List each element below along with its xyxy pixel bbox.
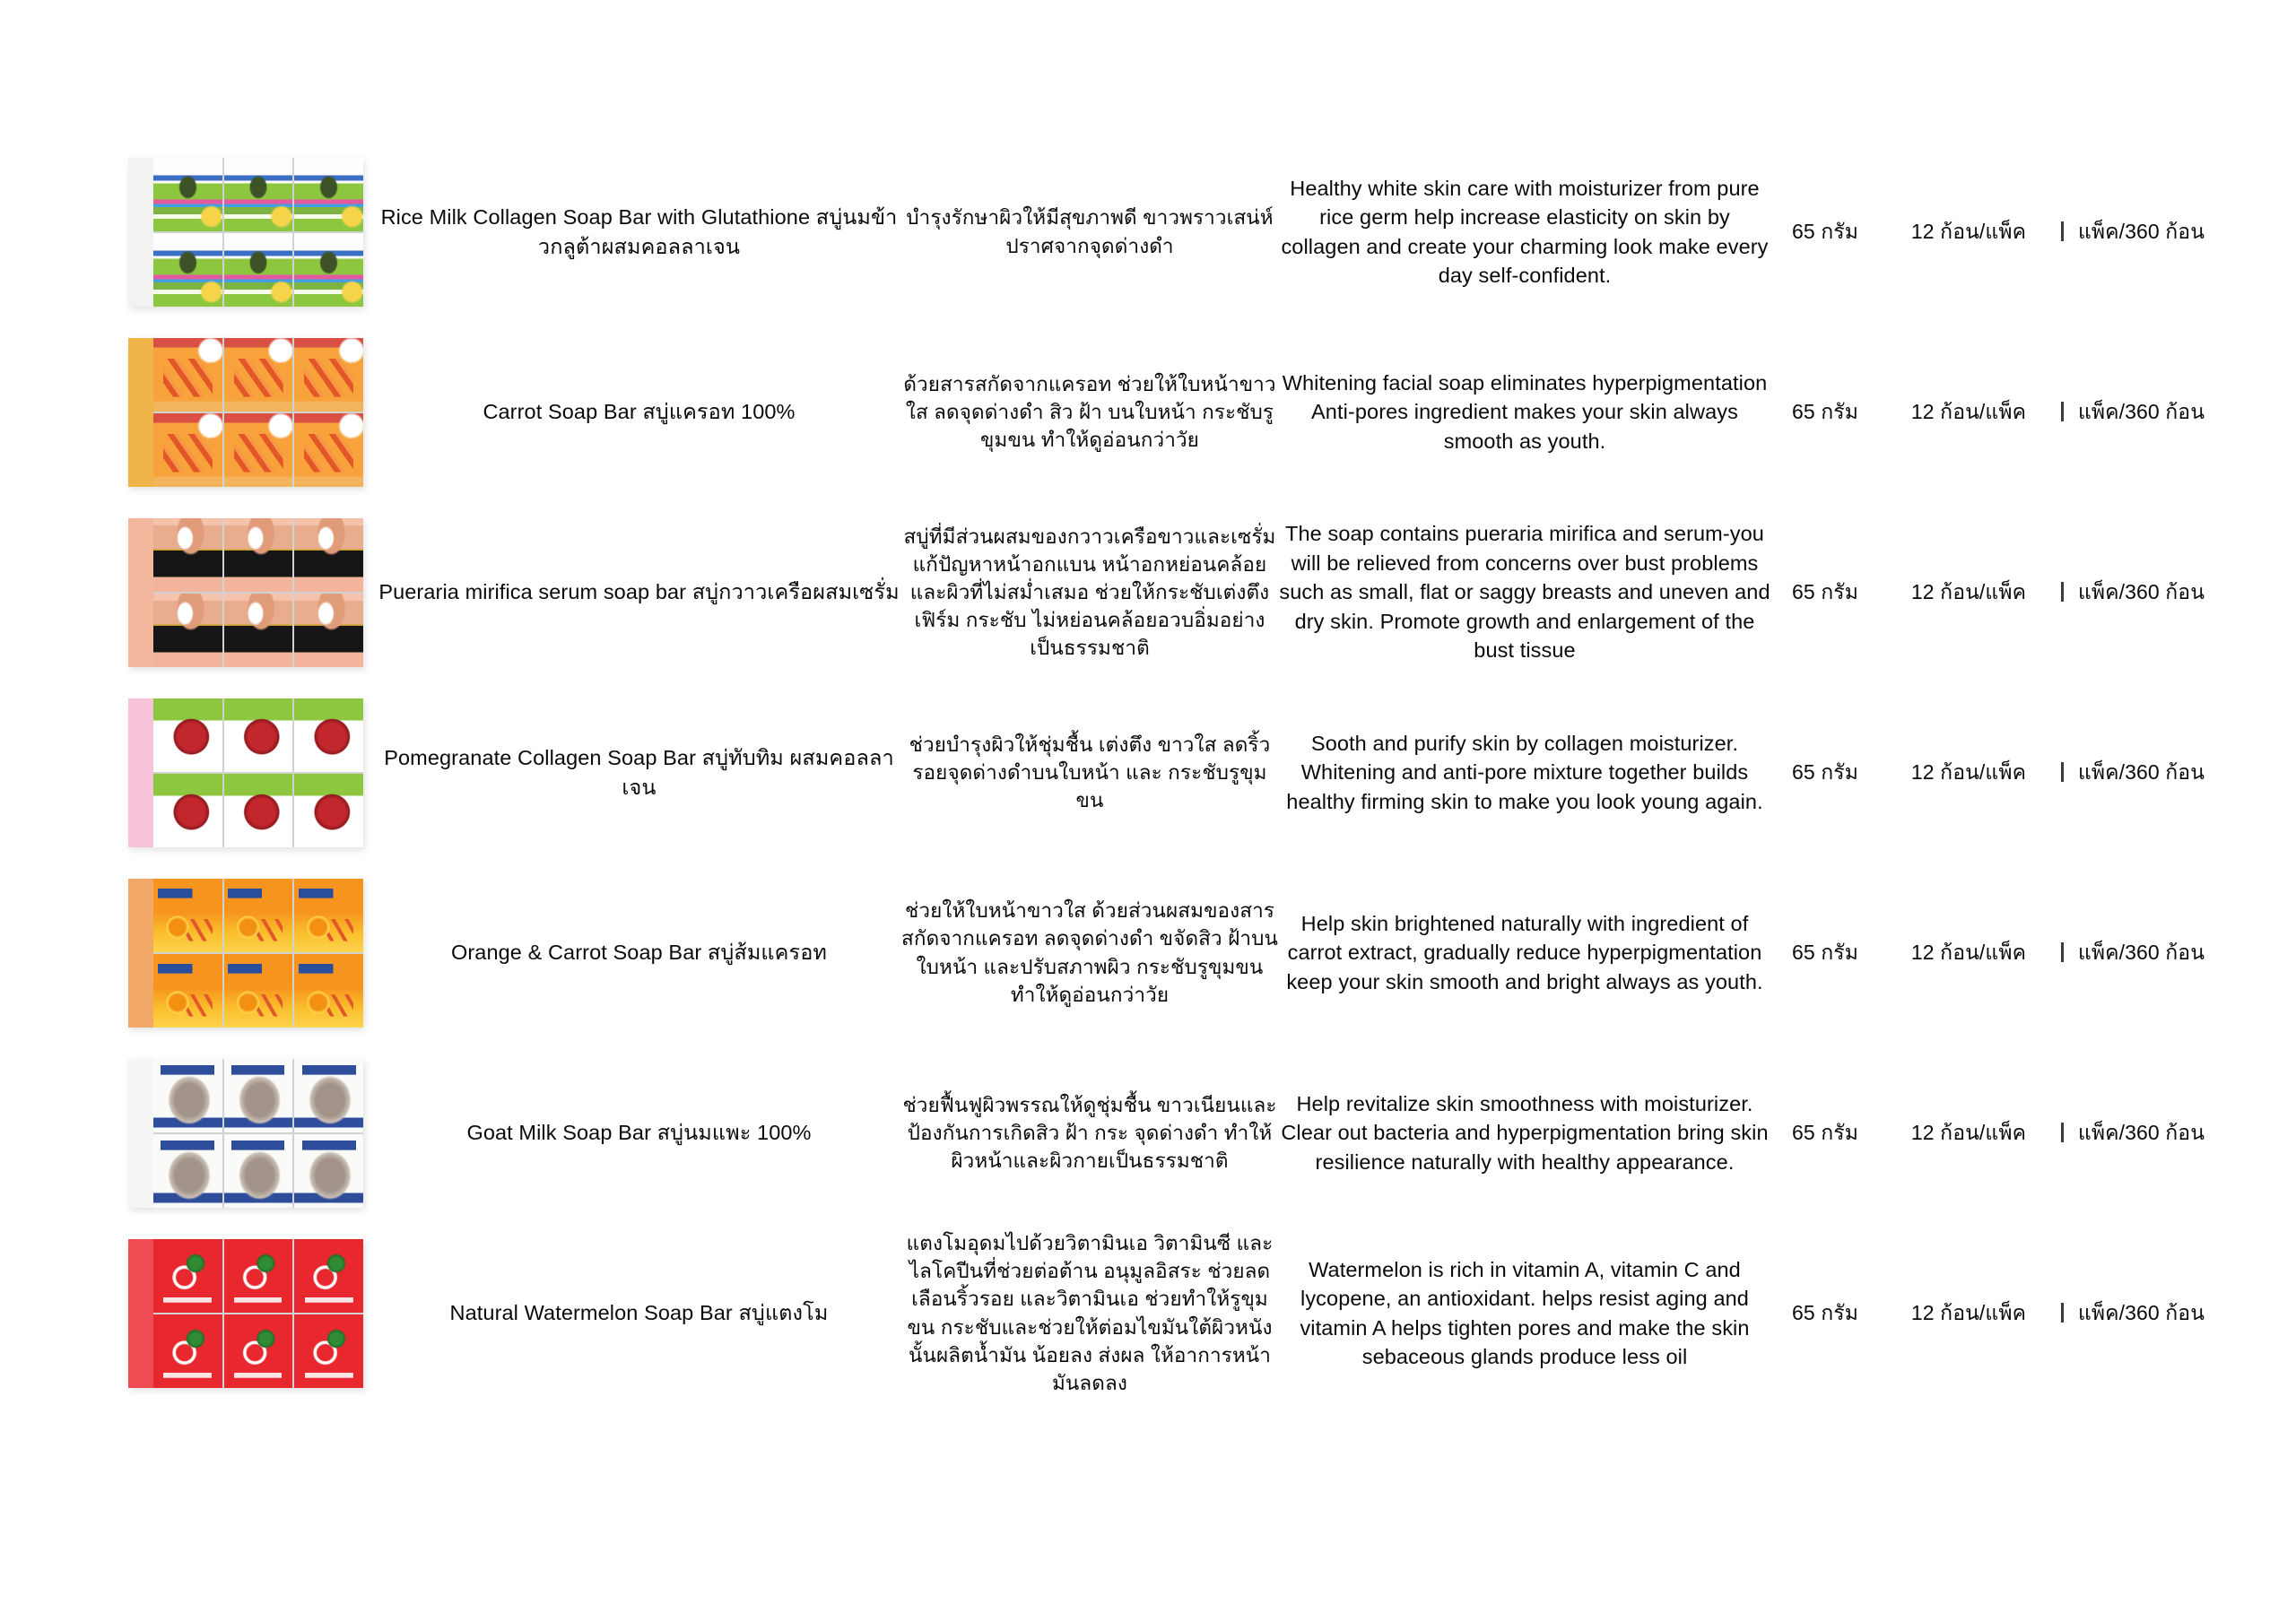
soap-box xyxy=(224,879,293,952)
rice-milk-collagen-soap-pack xyxy=(128,158,363,307)
packs-per-carton: แพ็ค/360 ก้อน xyxy=(2058,1299,2224,1328)
product-description-english: Help skin brightened naturally with ingredient of carrot extract, gradually reduce hyperpigmentation keep your skin smooth and bright always as youth. xyxy=(1286,911,1763,993)
pack-side-panel xyxy=(128,338,153,487)
soap-box xyxy=(224,518,293,592)
bars-per-pack: 12 ก้อน/แพ็ค xyxy=(1910,1120,2027,1144)
soap-box xyxy=(153,879,222,952)
soap-box xyxy=(294,594,363,667)
soap-box xyxy=(294,413,363,487)
product-name: Rice Milk Collagen Soap Bar with Glutathione สบู่นมข้าวกลูต้าผสมคอลลาเจน xyxy=(380,205,898,258)
pack-side-panel xyxy=(128,1059,153,1208)
soap-box xyxy=(224,594,293,667)
product-name: Orange & Carrot Soap Bar สบู่ส้มแครอท xyxy=(450,941,828,965)
product-weight: 65 กรัม xyxy=(1791,940,1858,964)
product-description-thai: ด้วยสารสกัดจากแครอท ช่วยให้ใบหน้าขาวใส ลดจุดด่างดำ สิว ฝ้า บนใบหน้า กระชับรูขุมขน ทำให้ดูอ่อนกว่าวัย xyxy=(903,372,1276,452)
soap-box-grid xyxy=(153,698,363,847)
packs-per-carton: แพ็ค/360 ก้อน xyxy=(2058,759,2224,787)
pack-side-panel xyxy=(128,1239,153,1388)
pueraria-mirifica-serum-soap-pack xyxy=(128,518,363,667)
soap-box xyxy=(224,233,293,307)
soap-box xyxy=(153,338,222,412)
product-image-cell xyxy=(115,879,377,1028)
product-weight: 65 กรัม xyxy=(1791,759,1858,784)
product-name: Carrot Soap Bar สบู่แครอท 100% xyxy=(483,400,796,424)
product-name: Goat Milk Soap Bar สบู่นมแพะ 100% xyxy=(466,1121,812,1145)
product-row xyxy=(0,322,2296,502)
product-weight: 65 กรัม xyxy=(1791,399,1858,423)
product-description-english: Watermelon is rich in vitamin A, vitamin C and lycopene, an antioxidant. helps resist aging and vitamin A helps tighten pores and make the skin sebaceous glands produce less oil xyxy=(1300,1257,1750,1368)
soap-box xyxy=(224,158,293,231)
product-name: Pomegranate Collagen Soap Bar สบู่ทับทิม ผสมคอลลาเจน xyxy=(384,746,894,799)
soap-box-grid xyxy=(153,1239,363,1388)
product-name: Natural Watermelon Soap Bar สบู่แตงโม xyxy=(449,1301,829,1325)
soap-box xyxy=(153,1314,222,1388)
soap-box xyxy=(294,518,363,592)
product-image-cell xyxy=(115,518,377,667)
product-description-english: Whitening facial soap eliminates hyperpigmentation Anti-pores ingredient makes your skin always smooth as youth. xyxy=(1282,370,1768,453)
product-row xyxy=(0,682,2296,863)
pack-side-panel xyxy=(128,518,153,667)
pack-side-panel xyxy=(128,158,153,307)
soap-box xyxy=(224,1134,293,1208)
soap-box xyxy=(294,1059,363,1132)
product-weight: 65 กรัม xyxy=(1791,1120,1858,1144)
soap-box-grid xyxy=(153,1059,363,1208)
soap-box xyxy=(153,1134,222,1208)
bars-per-pack: 12 ก้อน/แพ็ค xyxy=(1910,219,2027,243)
soap-box xyxy=(153,774,222,847)
product-image-cell xyxy=(115,1239,377,1388)
soap-box xyxy=(224,1239,293,1313)
pack-side-panel xyxy=(128,698,153,847)
soap-box xyxy=(224,698,293,772)
product-weight: 65 กรัม xyxy=(1791,1300,1858,1324)
carrot-soap-pack xyxy=(128,338,363,487)
soap-box xyxy=(153,518,222,592)
bars-per-pack: 12 ก้อน/แพ็ค xyxy=(1910,399,2027,423)
product-description-thai: ช่วยฟื้นฟูผิวพรรณให้ดูชุ่มชื้น ขาวเนียนและป้องกันการเกิดสิว ฝ้า กระ จุดด่างดำ ทำให้ผิวหน้าและผิวกายเป็นธรรมชาติ xyxy=(902,1093,1277,1173)
product-description-english: Sooth and purify skin by collagen moisturizer. Whitening and anti-pore mixture together builds healthy firming skin to make you look young again. xyxy=(1286,731,1763,813)
soap-box xyxy=(153,1059,222,1132)
soap-box xyxy=(153,594,222,667)
soap-box xyxy=(294,774,363,847)
soap-box-grid xyxy=(153,338,363,487)
bars-per-pack: 12 ก้อน/แพ็ค xyxy=(1910,759,2027,784)
soap-box-grid xyxy=(153,879,363,1028)
bars-per-pack: 12 ก้อน/แพ็ค xyxy=(1910,940,2027,964)
bars-per-pack: 12 ก้อน/แพ็ค xyxy=(1910,579,2027,603)
product-row xyxy=(0,142,2296,322)
pack-side-panel xyxy=(128,879,153,1028)
packs-per-carton: แพ็ค/360 ก้อน xyxy=(2058,578,2224,607)
goat-milk-soap-pack xyxy=(128,1059,363,1208)
product-weight: 65 กรัม xyxy=(1791,579,1858,603)
product-name: Pueraria mirifica serum soap bar สบู่กวาวเครือผสมเซรั่ม xyxy=(378,580,900,604)
product-image-cell xyxy=(115,698,377,847)
soap-box xyxy=(224,1059,293,1132)
packs-per-carton: แพ็ค/360 ก้อน xyxy=(2058,1119,2224,1148)
orange-carrot-soap-pack xyxy=(128,879,363,1028)
product-description-thai: ช่วยให้ใบหน้าขาวใส ด้วยส่วนผสมของสารสกัดจากแครอท ลดจุดด่างดำ ขจัดสิว ฝ้าบนใบหน้า และปรับสภาพผิว กระชับรูขุมขน ทำให้ดูอ่อนกว่าวัย xyxy=(901,899,1278,1006)
product-description-thai: แตงโมอุดมไปด้วยวิตามินเอ วิตามินซี และไลโคปีนที่ช่วยต่อต้าน อนุมูลอิสระ ช่วยลดเลือนริ้วรอย และวิตามินเอ ช่วยทำให้รูขุมขน กระชับและช่วยให้ต่อมไขมันใต้ผิวหนังนั้นผลิตน้ำมัน น้อยลง ส่งผล ให้อาการหน้ามันลดลง xyxy=(906,1232,1274,1394)
soap-box xyxy=(224,1314,293,1388)
soap-box xyxy=(153,158,222,231)
natural-watermelon-soap-pack xyxy=(128,1239,363,1388)
soap-box xyxy=(224,413,293,487)
product-description-thai: ช่วยบำรุงผิวให้ชุ่มชื้น เต่งตึง ขาวใส ลดริ้วรอยจุดด่างดำบนใบหน้า และ กระชับรูขุมขน xyxy=(909,733,1271,812)
soap-box xyxy=(294,954,363,1028)
bars-per-pack: 12 ก้อน/แพ็ค xyxy=(1910,1300,2027,1324)
soap-box xyxy=(294,1239,363,1313)
soap-box xyxy=(153,1239,222,1313)
product-image-cell xyxy=(115,1059,377,1208)
soap-box xyxy=(294,879,363,952)
soap-box xyxy=(294,338,363,412)
packs-per-carton: แพ็ค/360 ก้อน xyxy=(2058,939,2224,967)
soap-box xyxy=(294,233,363,307)
product-description-english: The soap contains pueraria mirifica and serum-you will be relieved from concerns over bust problems such as small, flat or saggy breasts and uneven and dry skin. Promote growth and enlargement of the bust tissue xyxy=(1279,522,1770,663)
packs-per-carton: แพ็ค/360 ก้อน xyxy=(2058,218,2224,247)
pomegranate-collagen-soap-pack xyxy=(128,698,363,847)
soap-box xyxy=(224,338,293,412)
soap-box-grid xyxy=(153,518,363,667)
soap-box xyxy=(153,954,222,1028)
soap-box xyxy=(294,158,363,231)
soap-box xyxy=(294,1314,363,1388)
product-row xyxy=(0,1043,2296,1223)
product-description-english: Healthy white skin care with moisturizer from pure rice germ help increase elasticity on skin by collagen and create your charming look make every day self-confident. xyxy=(1281,176,1769,287)
soap-box xyxy=(294,698,363,772)
soap-box xyxy=(153,698,222,772)
product-image-cell xyxy=(115,338,377,487)
product-row xyxy=(0,863,2296,1043)
soap-box xyxy=(224,774,293,847)
product-description-thai: บำรุงรักษาผิวให้มีสุขภาพดี ขาวพราวเสน่ห์ ปราศจากจุดด่างดำ xyxy=(906,206,1274,257)
product-weight: 65 กรัม xyxy=(1791,219,1858,243)
soap-box xyxy=(153,233,222,307)
product-description-thai: สบู่ที่มีส่วนผสมของกวาวเครือขาวและเซรั่ม แก้ปัญหาหน้าอกแบน หน้าอกหย่อนคล้อยและผิวที่ไม่สม่ำเสมอ ช่วยให้กระชับเต่งตึง เฟิร์ม กระชับ ไม่หย่อนคล้อยอวบอิ่มอย่างเป็นธรรมชาติ xyxy=(903,525,1276,660)
product-row xyxy=(0,1223,2296,1403)
product-description-english: Help revitalize skin smoothness with moisturizer. Clear out bacteria and hyperpigmentation bring skin resilience naturally with healthy appearance. xyxy=(1281,1091,1769,1174)
soap-box xyxy=(153,413,222,487)
product-row xyxy=(0,502,2296,682)
packs-per-carton: แพ็ค/360 ก้อน xyxy=(2058,398,2224,427)
soap-box-grid xyxy=(153,158,363,307)
soap-box xyxy=(294,1134,363,1208)
product-image-cell xyxy=(115,158,377,307)
soap-box xyxy=(224,954,293,1028)
